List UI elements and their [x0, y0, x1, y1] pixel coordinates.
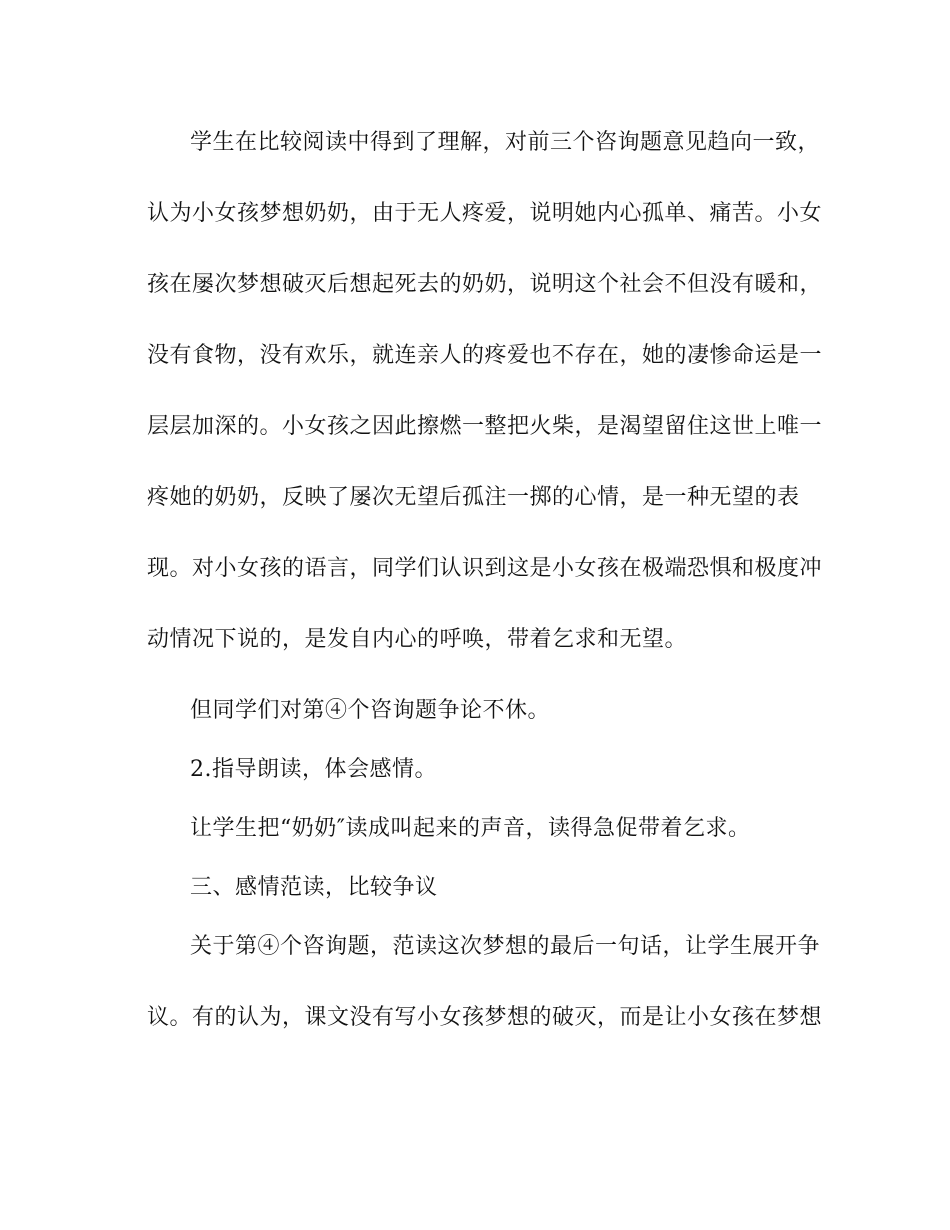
text-line: 没有食物，没有欢乐，就连亲人的疼爱也不存在，她的凄惨命运是一 — [147, 343, 823, 368]
text-line: 层层加深的。小女孩之因此擦燃一整把火柴，是渴望留住这世上唯一 — [147, 414, 823, 439]
text-line: 议。有的认为，课文没有写小女孩梦想的破灭，而是让小女孩在梦想 — [147, 1005, 823, 1030]
text-line: 关于第④个咨询题，范读这次梦想的最后一句话，让学生展开争 — [190, 934, 821, 959]
text-line: 动情况下说的，是发自内心的呼唤，带着乞求和无望。 — [147, 627, 688, 652]
text-line: 让学生把“奶奶″读成叫起来的声音，读得急促带着乞求。 — [190, 816, 751, 841]
text-line: 2.指导朗读，体会感情。 — [190, 757, 437, 782]
section-heading: 三、感情范读，比较争议 — [190, 875, 438, 900]
text-line: 认为小女孩梦想奶奶，由于无人疼爱，说明她内心孤单、痛苦。小女 — [147, 201, 823, 226]
text-line: 孩在屡次梦想破灭后想起死去的奶奶，说明这个社会不但没有暖和， — [147, 272, 823, 297]
text-line: 但同学们对第④个咨询题争论不休。 — [190, 698, 551, 723]
text-line: 疼她的奶奶，反映了屡次无望后孤注一掷的心情，是一种无望的表 — [147, 485, 800, 510]
text-line: 现。对小女孩的语言，同学们认识到这是小女孩在极端恐惧和极度冲 — [147, 556, 823, 581]
text-line: 学生在比较阅读中得到了理解，对前三个咨询题意见趋向一致， — [190, 130, 821, 155]
